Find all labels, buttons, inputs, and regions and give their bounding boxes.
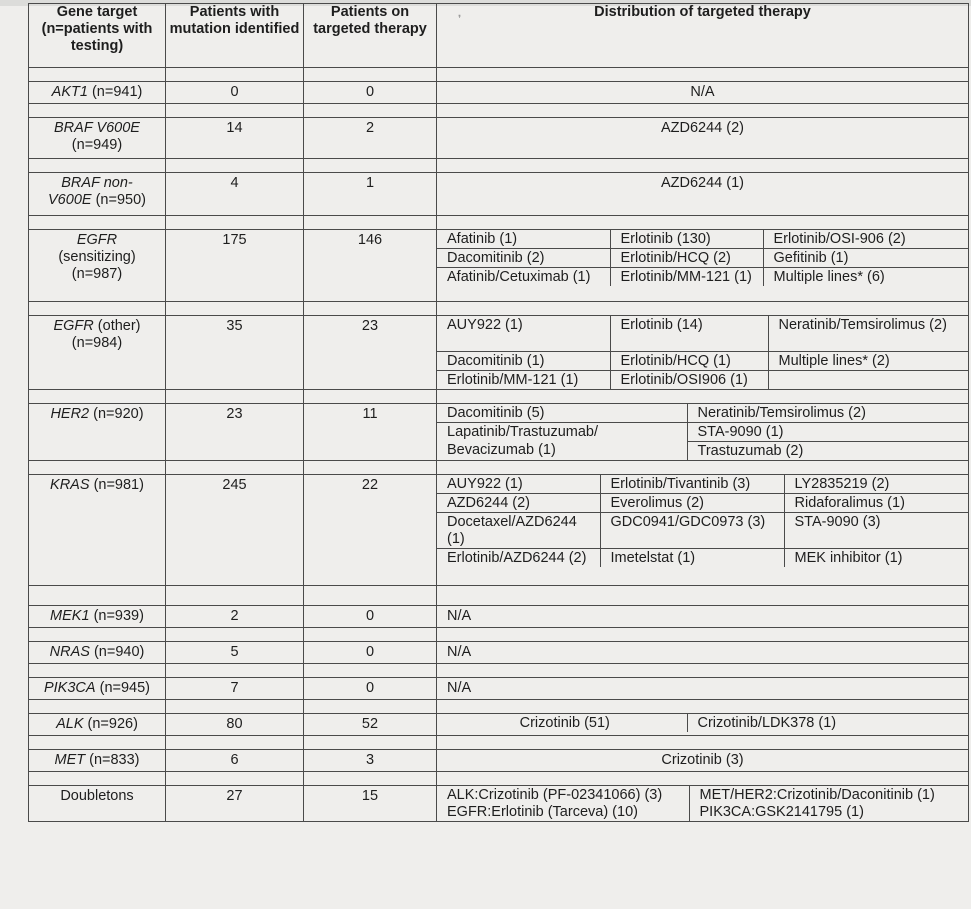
table-row-egfr-other [29, 316, 969, 390]
therapy-item: Imetelstat (1) [600, 548, 784, 567]
therapy-item: EGFR:Erlotinib (Tarceva) (10) [447, 803, 638, 820]
spacer-row [29, 735, 969, 749]
therapy-item: ALK:Crizotinib (PF-02341066) (3) [447, 786, 663, 803]
gene-cell [29, 677, 166, 699]
distribution-grid [437, 714, 968, 732]
table-row-kras [29, 474, 969, 585]
gene-name: EGFR [53, 318, 94, 334]
table-row-braf-v600e [29, 118, 969, 159]
distribution-cell [437, 713, 969, 735]
therapy-item: Docetaxel/AZD6244 (1) [437, 512, 600, 548]
therapy-count: 0 [304, 82, 437, 104]
gene-name: AKT1 [51, 84, 88, 100]
header-row [29, 4, 969, 68]
gene-cell [29, 641, 166, 663]
therapy-item: STA-9090 (3) [784, 512, 968, 548]
distribution-grid [437, 230, 968, 286]
therapy-count: 146 [304, 230, 437, 302]
header-therapy: Patients on targeted therapy [304, 4, 437, 68]
spacer-row [29, 104, 969, 118]
mutation-count: 5 [166, 641, 304, 663]
therapy-count: 0 [304, 677, 437, 699]
mutation-count: 80 [166, 713, 304, 735]
therapy-item: MEK inhibitor (1) [784, 548, 968, 567]
table-row-doubletons [29, 785, 969, 821]
distribution-grid [437, 786, 968, 821]
therapy-item: LY2835219 (2) [784, 475, 968, 494]
gene-name: MEK1 [50, 607, 90, 624]
gene-cell [29, 605, 166, 627]
distribution-cell: N/A [437, 605, 969, 627]
therapy-column [437, 786, 689, 821]
spacer-row [29, 663, 969, 677]
therapy-item: GDC0941/GDC0973 (3) [600, 512, 784, 548]
therapy-item: STA-9090 (1) [687, 422, 968, 441]
therapy-count: 3 [304, 749, 437, 771]
therapy-item: Erlotinib/AZD6244 (2) [437, 548, 600, 567]
mutation-count: 4 [166, 173, 304, 216]
gene-n: (n=941) [91, 84, 143, 100]
mutation-count: 175 [166, 230, 304, 302]
therapy-item: AUY922 (1) [437, 475, 600, 494]
gene-cell [29, 118, 166, 159]
gene-name: MET [54, 751, 86, 768]
gene-name: KRAS [50, 476, 90, 493]
therapy-count: 1 [304, 173, 437, 216]
gene-n: (n=950) [95, 192, 146, 208]
gene-n: (n=920) [93, 405, 144, 422]
therapy-item: Erlotinib (130) [610, 230, 763, 249]
therapy-item: Crizotinib (51) [437, 714, 687, 732]
therapy-count: 0 [304, 641, 437, 663]
therapy-column [689, 786, 968, 821]
therapy-count: 23 [304, 316, 437, 390]
spacer-row [29, 159, 969, 173]
gene-n: (n=939) [93, 607, 144, 624]
gene-n: (n=987) [71, 266, 123, 282]
table-row-mek1 [29, 605, 969, 627]
table-row-alk [29, 713, 969, 735]
therapy-item: PIK3CA:GSK2141795 (1) [699, 803, 864, 820]
therapy-item: Erlotinib/MM-121 (1) [610, 268, 763, 287]
distribution-cell: AZD6244 (2) [437, 118, 969, 159]
spacer-row [29, 699, 969, 713]
spacer-row [29, 460, 969, 474]
mutation-count: 2 [166, 605, 304, 627]
therapy-item: AZD6244 (2) [437, 493, 600, 512]
therapy-item [768, 370, 968, 389]
distribution-cell [437, 403, 969, 460]
gene-n: (n=940) [93, 643, 145, 660]
mutation-count: 23 [166, 403, 304, 460]
table-row-akt1 [29, 82, 969, 104]
gene-name: HER2 [50, 405, 90, 422]
gene-cell [29, 474, 166, 585]
gene-name-line1: BRAF non- [61, 175, 133, 191]
therapy-item: Erlotinib (14) [610, 316, 768, 351]
spacer-row [29, 216, 969, 230]
gene-cell [29, 82, 166, 104]
gene-n: (n=833) [89, 751, 140, 768]
gene-name: NRAS [49, 643, 90, 660]
gene-name: BRAF V600E [54, 120, 140, 136]
gene-sub: (sensitizing) [58, 249, 136, 265]
therapy-item: AUY922 (1) [437, 316, 610, 351]
table-row-braf-non-v600e [29, 173, 969, 216]
therapy-item: Erlotinib/Tivantinib (3) [600, 475, 784, 494]
distribution-cell: N/A [437, 677, 969, 699]
therapy-item: Dacomitinib (5) [437, 404, 687, 423]
distribution-cell [437, 474, 969, 585]
therapy-item: Erlotinib/HCQ (2) [610, 249, 763, 268]
gene-n: (n=945) [99, 679, 150, 696]
gene-name: PIK3CA [43, 679, 96, 696]
header-gene: Gene target (n=patients with testing) [29, 4, 166, 68]
therapy-item: Dacomitinib (2) [437, 249, 610, 268]
gene-name-line2: V600E [48, 192, 92, 208]
therapy-item: Trastuzumab (2) [687, 441, 968, 460]
distribution-cell: AZD6244 (1) [437, 173, 969, 216]
distribution-cell: N/A [437, 641, 969, 663]
therapy-item: Gefitinib (1) [763, 249, 968, 268]
therapy-item: Everolimus (2) [600, 493, 784, 512]
gene-n: (n=981) [93, 476, 144, 493]
gene-cell [29, 713, 166, 735]
gene-cell: Doubletons [29, 785, 166, 821]
table-row-met [29, 749, 969, 771]
spacer-row [29, 627, 969, 641]
therapy-item: Multiple lines* (6) [773, 269, 885, 285]
spacer-row [29, 771, 969, 785]
distribution-grid [437, 475, 968, 567]
gene-name: ALK [56, 715, 84, 732]
spacer-row [29, 302, 969, 316]
therapy-item: Erlotinib/HCQ (1) [610, 351, 768, 370]
mutation-count: 245 [166, 474, 304, 585]
distribution-cell: Crizotinib (3) [437, 749, 969, 771]
table-row-pik3ca [29, 677, 969, 699]
therapy-count: 0 [304, 605, 437, 627]
therapy-count: 52 [304, 713, 437, 735]
spacer-row [29, 585, 969, 605]
therapy-count: 15 [304, 785, 437, 821]
therapy-item: Ridaforalimus (1) [784, 493, 968, 512]
mutation-count: 35 [166, 316, 304, 390]
header-distribution: Distribution of targeted therapy [437, 4, 969, 68]
gene-cell [29, 316, 166, 390]
gene-n: (n=926) [87, 715, 138, 732]
therapy-item: Multiple lines* (2) [768, 351, 968, 370]
spacer-row [29, 389, 969, 403]
distribution-cell: N/A [437, 82, 969, 104]
distribution-cell [437, 785, 969, 821]
table-row-nras [29, 641, 969, 663]
mutation-count: 6 [166, 749, 304, 771]
mutation-count: 27 [166, 785, 304, 821]
gene-name: EGFR [76, 232, 118, 248]
therapy-item: Afatinib/Cetuximab (1) [437, 268, 610, 287]
gene-cell [29, 173, 166, 216]
therapy-count: 22 [304, 474, 437, 585]
distribution-cell [437, 230, 969, 302]
therapy-item: Crizotinib/LDK378 (1) [687, 714, 968, 732]
targeted-therapy-table [28, 3, 969, 822]
mutation-count: 14 [166, 118, 304, 159]
gene-n: (n=949) [71, 137, 123, 153]
therapy-item: MET/HER2:Crizotinib/Daconitinib (1) [699, 786, 935, 803]
therapy-count: 11 [304, 403, 437, 460]
therapy-item: Erlotinib/OSI-906 (2) [763, 230, 968, 249]
therapy-item: Afatinib (1) [437, 230, 610, 249]
gene-n: (n=984) [71, 335, 123, 351]
therapy-item: Dacomitinib (1) [437, 351, 610, 370]
therapy-item: Neratinib/Temsirolimus (2) [768, 316, 968, 351]
mutation-count: 7 [166, 677, 304, 699]
table-row-egfr-sensitizing [29, 230, 969, 302]
distribution-grid [437, 316, 968, 389]
distribution-grid [437, 404, 968, 460]
mutation-count: 0 [166, 82, 304, 104]
gene-sub: (other) [97, 318, 141, 334]
therapy-item: Bevacizumab (1) [437, 441, 687, 460]
spacer-row [29, 68, 969, 82]
distribution-cell [437, 316, 969, 390]
gene-cell [29, 230, 166, 302]
therapy-count: 2 [304, 118, 437, 159]
therapy-item: Erlotinib/OSI906 (1) [610, 370, 768, 389]
header-mutation: Patients with mutation identified [166, 4, 304, 68]
gene-cell [29, 749, 166, 771]
therapy-item: Neratinib/Temsirolimus (2) [687, 404, 968, 423]
therapy-item: Erlotinib/MM-121 (1) [437, 370, 610, 389]
gene-cell [29, 403, 166, 460]
therapy-item: Lapatinib/Trastuzumab/ [437, 422, 687, 441]
table-row-her2 [29, 403, 969, 460]
scan-mark: ❜ [458, 14, 462, 25]
